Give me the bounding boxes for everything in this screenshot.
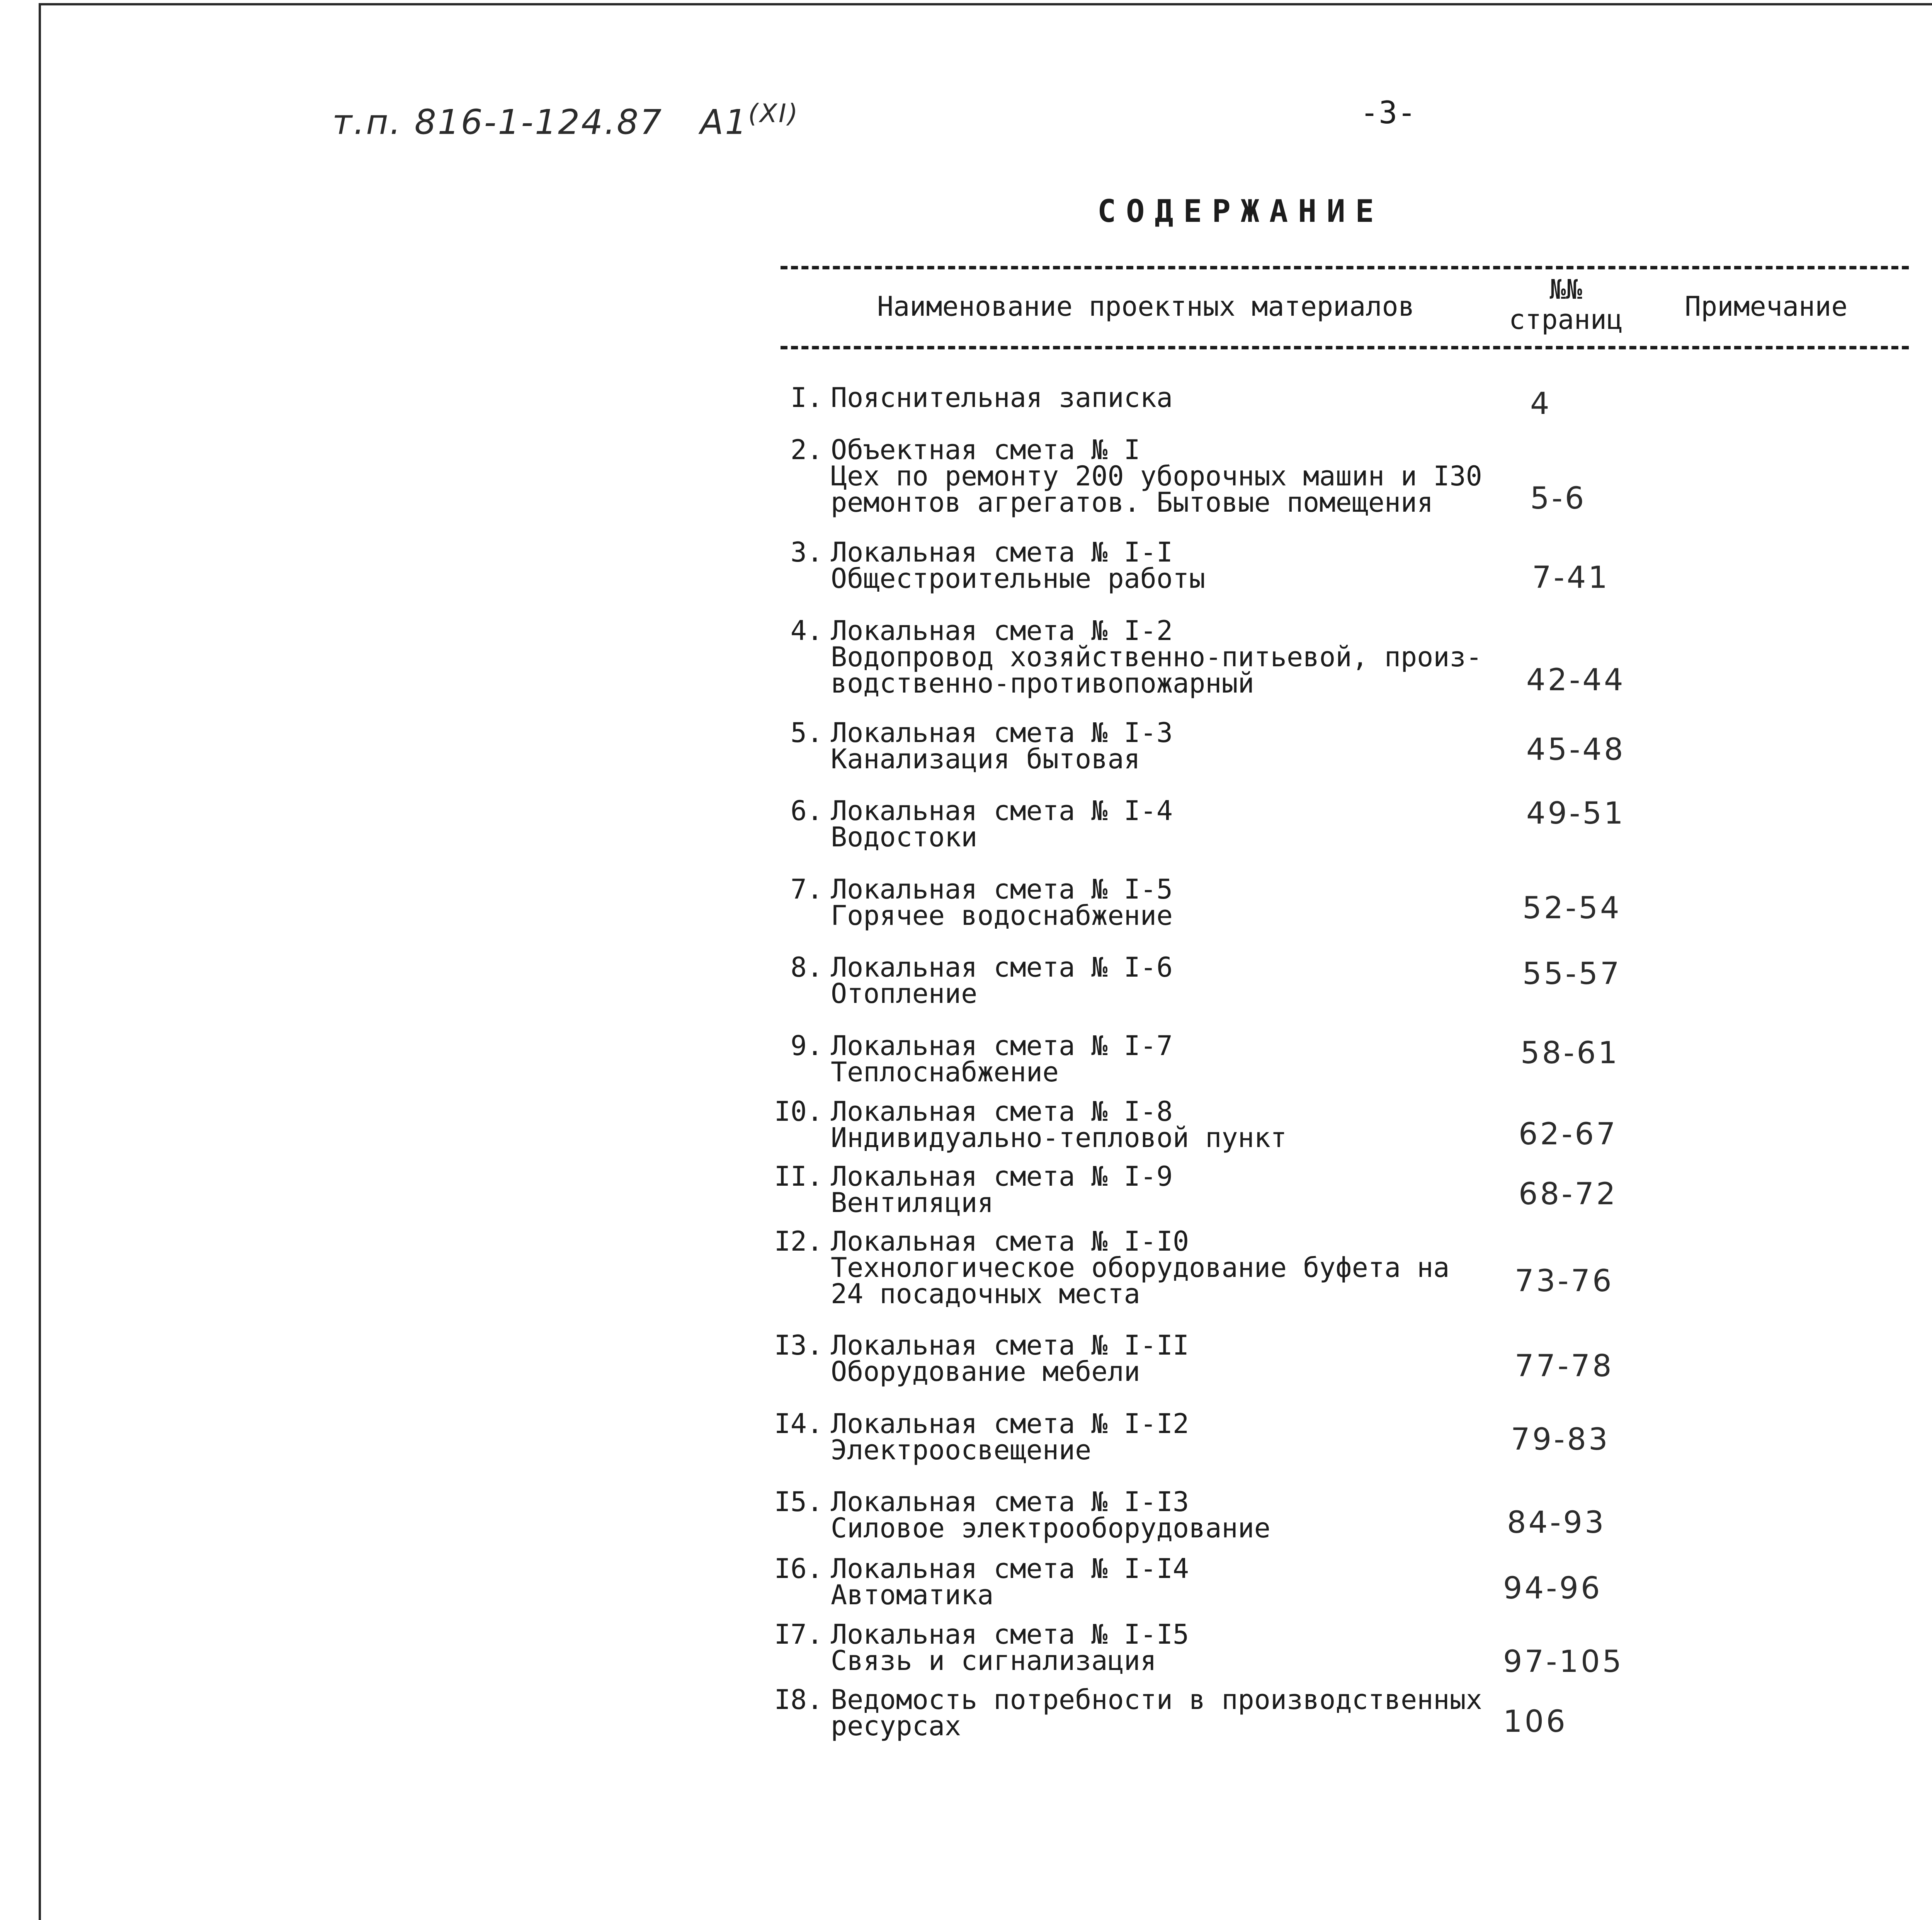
- entry-title-line: Теплоснабжение: [831, 1056, 1059, 1088]
- entry-title-line: Вентиляция: [831, 1187, 994, 1219]
- entry-title-line: Силовое электрооборудование: [831, 1512, 1270, 1544]
- entry-title: [831, 1684, 1488, 1742]
- entry-title: [831, 1408, 1488, 1466]
- entry-pages: 58-61: [1520, 1036, 1620, 1071]
- entry-number: 3.: [790, 536, 823, 568]
- entry-title-line: Индивидуально-тепловой пункт: [831, 1122, 1287, 1154]
- entry-title: [831, 536, 1488, 594]
- entry-number: II.: [774, 1161, 823, 1192]
- table-header-bottom-rule: [781, 346, 1909, 349]
- entry-title-line: Локальная смета № I-I: [831, 536, 1173, 568]
- entry-number: 9.: [790, 1030, 823, 1062]
- entry-title: [831, 951, 1488, 1009]
- entry-title: [831, 717, 1488, 775]
- entry-title-line: Горячее водоснабжение: [831, 900, 1173, 931]
- entry-title-line: Локальная смета № I-5: [831, 873, 1173, 905]
- page-number: -3-: [1360, 95, 1416, 131]
- entry-pages: 106: [1503, 1704, 1568, 1739]
- entry-title-line: Цех по ремонту 200 уборочных машин и I30: [831, 460, 1482, 492]
- entry-title-line: Локальная смета № I-2: [831, 615, 1173, 647]
- entry-title: [831, 1619, 1488, 1677]
- entry-title-line: Пояснительная записка: [831, 382, 1173, 414]
- entry-number: I0.: [774, 1096, 823, 1127]
- page-title: СОДЕРЖАНИЕ: [1097, 193, 1384, 229]
- entry-pages: 5-6: [1530, 481, 1587, 516]
- entry-title-line: Связь и сигнализация: [831, 1645, 1156, 1677]
- entry-title: [831, 382, 1488, 414]
- entry-title-line: Локальная смета № I-9: [831, 1161, 1173, 1192]
- entry-title-line: Отопление: [831, 978, 978, 1009]
- entry-number: 5.: [790, 717, 823, 749]
- entry-pages: 94-96: [1503, 1571, 1602, 1606]
- entry-title-line: Оборудование мебели: [831, 1356, 1140, 1387]
- entry-number: I8.: [774, 1684, 823, 1716]
- entry-pages: 55-57: [1522, 957, 1622, 991]
- entry-pages: 49-51: [1526, 796, 1626, 831]
- column-header-pages-mark: №№: [1549, 274, 1582, 305]
- entry-title-line: Общестроительные работы: [831, 563, 1206, 594]
- entry-title-line: Автоматика: [831, 1579, 994, 1611]
- entry-title-line: Канализация бытовая: [831, 743, 1140, 775]
- entry-title: [831, 1329, 1488, 1387]
- document-code-text: т.п. 816-1-124.87: [332, 102, 663, 142]
- entry-number: 8.: [790, 951, 823, 983]
- entry-number: I2.: [774, 1226, 823, 1257]
- column-header-note: Примечание: [1685, 291, 1848, 322]
- entry-title: [831, 615, 1488, 699]
- entry-title-line: Технологическое оборудование буфета на: [831, 1252, 1450, 1283]
- entry-pages: 4: [1530, 386, 1552, 421]
- entry-title-line: Водопровод хозяйственно-питьевой, произ-: [831, 641, 1482, 673]
- entry-title: [831, 1096, 1488, 1154]
- entry-pages: 42-44: [1526, 663, 1626, 698]
- entry-title-line: ремонтов агрегатов. Бытовые помещения: [831, 487, 1434, 518]
- entry-title-line: Локальная смета № I-6: [831, 951, 1173, 983]
- entry-number: I3.: [774, 1329, 823, 1361]
- entry-pages: 97-105: [1503, 1644, 1624, 1679]
- entry-pages: 73-76: [1515, 1264, 1614, 1299]
- entry-title-line: Водостоки: [831, 821, 978, 853]
- entry-number: I.: [790, 382, 823, 414]
- entry-title-line: Локальная смета № I-8: [831, 1096, 1173, 1127]
- entry-pages: 77-78: [1515, 1349, 1614, 1384]
- album-volume: (XI): [748, 99, 799, 128]
- column-header-name: Наименование проектных материалов: [877, 291, 1415, 322]
- entry-title: [831, 1030, 1488, 1088]
- entry-number: 7.: [790, 873, 823, 905]
- entry-title-line: Локальная смета № I-7: [831, 1030, 1173, 1062]
- table-header-top-rule: [781, 266, 1909, 269]
- entry-title-line: Объектная смета № I: [831, 434, 1140, 466]
- entry-number: I6.: [774, 1553, 823, 1585]
- entry-title: [831, 1486, 1488, 1544]
- entry-title-line: Локальная смета № I-I5: [831, 1619, 1189, 1650]
- entry-title: [831, 795, 1488, 853]
- entry-title: [831, 1226, 1488, 1310]
- entry-title-line: Локальная смета № I-II: [831, 1329, 1189, 1361]
- document-code: [332, 99, 799, 142]
- entry-title: [831, 1161, 1488, 1219]
- entry-title-line: Локальная смета № I-4: [831, 795, 1173, 827]
- entry-number: 4.: [790, 615, 823, 647]
- entry-number: I5.: [774, 1486, 823, 1518]
- entry-title-line: водственно-противопожарный: [831, 667, 1254, 699]
- entry-title: [831, 434, 1488, 518]
- entry-number: I4.: [774, 1408, 823, 1440]
- entry-pages: 45-48: [1526, 732, 1626, 767]
- entry-title-line: Электроосвещение: [831, 1434, 1092, 1466]
- entry-title-line: Локальная смета № I-I4: [831, 1553, 1189, 1585]
- entry-title-line: Локальная смета № I-3: [831, 717, 1173, 749]
- entry-title-line: Ведомость потребности в производственных: [831, 1684, 1482, 1716]
- entry-number: 6.: [790, 795, 823, 827]
- entry-pages: 68-72: [1519, 1177, 1618, 1212]
- column-header-pages: [1509, 274, 1623, 335]
- column-header-pages-label: страниц: [1509, 304, 1623, 335]
- entry-number: 2.: [790, 434, 823, 466]
- album-label: А1: [700, 102, 748, 142]
- entry-title-line: Локальная смета № I-I2: [831, 1408, 1189, 1440]
- entry-title: [831, 873, 1488, 931]
- entry-pages: 84-93: [1507, 1505, 1606, 1540]
- entry-number: I7.: [774, 1619, 823, 1650]
- entry-pages: 7-41: [1532, 560, 1610, 595]
- entry-title-line: Локальная смета № I-I0: [831, 1226, 1189, 1257]
- entry-title: [831, 1553, 1488, 1611]
- entry-title-line: 24 посадочных места: [831, 1278, 1140, 1310]
- entry-pages: 62-67: [1519, 1117, 1618, 1152]
- entry-pages: 79-83: [1511, 1422, 1610, 1457]
- entry-title-line: ресурсах: [831, 1710, 961, 1742]
- entry-title-line: Локальная смета № I-I3: [831, 1486, 1189, 1518]
- entry-pages: 52-54: [1522, 891, 1622, 926]
